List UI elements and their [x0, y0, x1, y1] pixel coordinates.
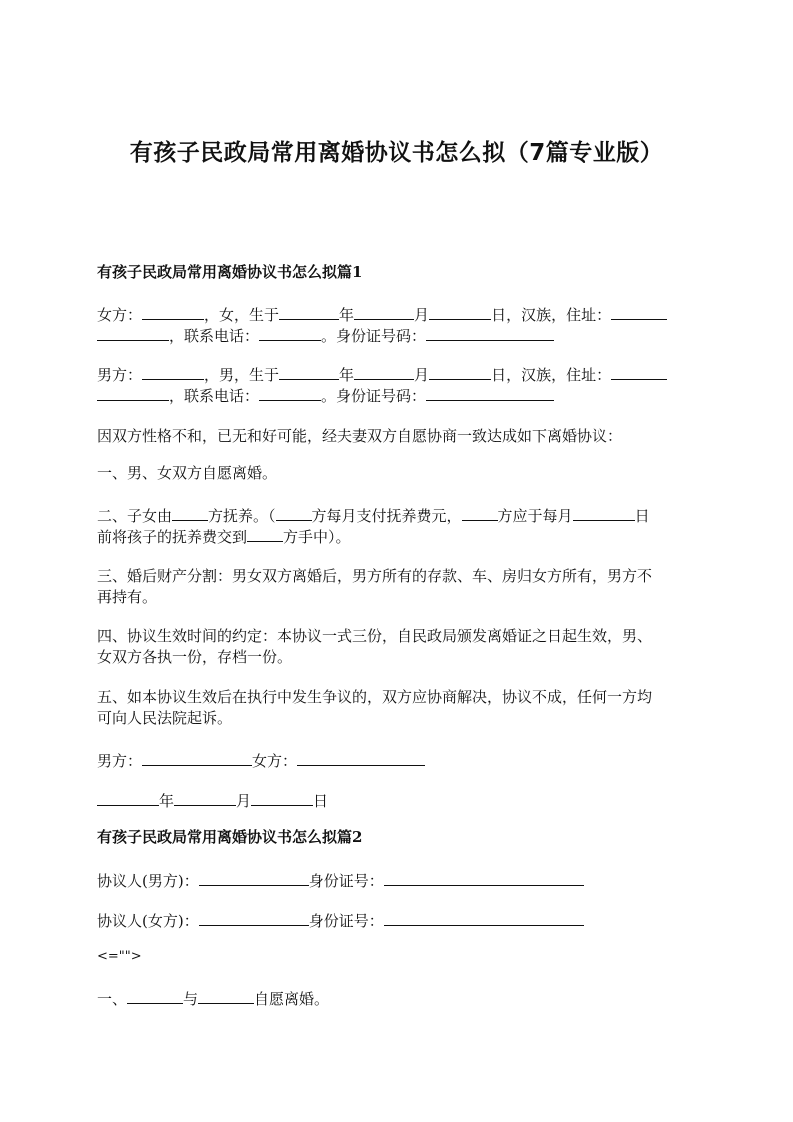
- male-phone-blank[interactable]: [259, 385, 321, 401]
- male-label: 男方：: [97, 366, 143, 384]
- support-payer-blank[interactable]: [276, 505, 312, 521]
- intro-paragraph: 因双方性格不和，已无和好可能，经夫妻双方自愿协商一致达成如下离婚协议：: [97, 427, 623, 445]
- party-female-name-blank[interactable]: [199, 910, 309, 926]
- stray-markup-text: <="">: [97, 949, 142, 964]
- clause-2-text-a: 二、子女由: [97, 507, 173, 525]
- s2-clause-1-text-b: 与: [183, 990, 199, 1008]
- male-birth-year-blank[interactable]: [279, 364, 339, 380]
- payment-day-blank[interactable]: [573, 505, 635, 521]
- male-id-blank[interactable]: [426, 385, 554, 401]
- section-2-heading: 有孩子民政局常用离婚协议书怎么拟篇2: [97, 828, 363, 846]
- male-year-text: 年: [339, 366, 355, 384]
- s2-party-a-blank[interactable]: [127, 988, 183, 1004]
- female-info-line-1: [97, 304, 667, 324]
- clause-2-text-d: 方应于每月: [497, 507, 573, 525]
- clause-2-text-e: 日: [634, 507, 650, 525]
- female-phone-blank[interactable]: [259, 325, 321, 341]
- clause-2-line-2: [97, 526, 351, 546]
- party-male-id-blank[interactable]: [384, 870, 584, 886]
- male-info-line-1: [97, 364, 667, 384]
- party-female-line: [97, 910, 584, 930]
- female-id-text: 。身份证号码：: [321, 327, 427, 345]
- male-gender-text: ，男，生于: [204, 366, 280, 384]
- female-address-blank[interactable]: [611, 304, 667, 320]
- date-month-blank[interactable]: [174, 790, 236, 806]
- date-line: [97, 790, 328, 810]
- s2-clause-1-text-c: 自愿离婚。: [254, 990, 330, 1008]
- female-birth-day-blank[interactable]: [429, 304, 491, 320]
- female-gender-text: ，女，生于: [204, 306, 280, 324]
- clause-4-line-2: 女双方各执一份，存档一份。: [97, 648, 293, 666]
- s2-party-b-blank[interactable]: [198, 988, 254, 1004]
- party-male-id-label: 身份证号：: [308, 872, 384, 890]
- recipient-party-blank[interactable]: [247, 526, 283, 542]
- female-info-line-2: [97, 325, 554, 345]
- clause-2-text-f: 前将孩子的抚养费交到: [97, 528, 248, 546]
- male-birth-day-blank[interactable]: [429, 364, 491, 380]
- clause-2-text-b: 方抚养。（: [208, 507, 276, 525]
- male-month-text: 月: [414, 366, 430, 384]
- male-address-text: 日，汉族，住址：: [491, 366, 612, 384]
- male-sign-label: 男方：: [97, 752, 143, 770]
- female-address-blank-cont[interactable]: [97, 325, 169, 341]
- female-sign-label: 女方：: [252, 752, 298, 770]
- clause-5-line-1: 五、如本协议生效后在执行中发生争议的，双方应协商解决，协议不成，任何一方均: [97, 688, 653, 706]
- page-title: 有孩子民政局常用离婚协议书怎么拟（7篇专业版）: [129, 140, 664, 166]
- male-id-text: 。身份证号码：: [321, 387, 427, 405]
- female-month-text: 月: [414, 306, 430, 324]
- date-day-blank[interactable]: [251, 790, 313, 806]
- clause-4-line-1: 四、协议生效时间的约定：本协议一式三份，自民政局颁发离婚证之日起生效，男、: [97, 627, 653, 645]
- date-year-blank[interactable]: [97, 790, 159, 806]
- male-address-blank-cont[interactable]: [97, 385, 169, 401]
- male-phone-text: ，联系电话：: [169, 387, 260, 405]
- female-signature-blank[interactable]: [297, 750, 425, 766]
- female-birth-year-blank[interactable]: [279, 304, 339, 320]
- date-month-text: 月: [236, 792, 252, 810]
- male-info-line-2: [97, 385, 554, 405]
- payment-party-blank[interactable]: [462, 505, 498, 521]
- male-address-blank[interactable]: [611, 364, 667, 380]
- clause-5-line-2: 可向人民法院起诉。: [97, 709, 233, 727]
- male-signature-blank[interactable]: [142, 750, 252, 766]
- custody-party-blank[interactable]: [172, 505, 208, 521]
- female-year-text: 年: [339, 306, 355, 324]
- female-phone-text: ，联系电话：: [169, 327, 260, 345]
- clause-3-line-1: 三、婚后财产分割：男女双方离婚后，男方所有的存款、车、房归女方所有，男方不: [97, 567, 653, 585]
- male-name-blank[interactable]: [142, 364, 204, 380]
- clause-3-line-2: 再持有。: [97, 588, 158, 606]
- clause-2-text-c: 方每月支付抚养费元，: [311, 507, 462, 525]
- clause-1: 一、男、女双方自愿离婚。: [97, 464, 278, 482]
- clause-2-text-g: 方手中）。: [283, 528, 351, 546]
- male-birth-month-blank[interactable]: [354, 364, 414, 380]
- female-address-text: 日，汉族，住址：: [491, 306, 612, 324]
- female-birth-month-blank[interactable]: [354, 304, 414, 320]
- party-female-id-blank[interactable]: [384, 910, 584, 926]
- female-id-blank[interactable]: [426, 325, 554, 341]
- female-label: 女方：: [97, 306, 143, 324]
- party-male-name-blank[interactable]: [199, 870, 309, 886]
- section-2-clause-1: [97, 988, 329, 1008]
- signature-line: [97, 750, 425, 770]
- female-name-blank[interactable]: [142, 304, 204, 320]
- party-male-line: [97, 870, 584, 890]
- clause-2-line-1: [97, 505, 650, 525]
- date-day-text: 日: [313, 792, 329, 810]
- party-male-label: 协议人(男方)：: [97, 872, 199, 890]
- section-1-heading: 有孩子民政局常用离婚协议书怎么拟篇1: [97, 263, 363, 281]
- date-year-text: 年: [159, 792, 175, 810]
- s2-clause-1-text-a: 一、: [97, 990, 128, 1008]
- party-female-id-label: 身份证号：: [308, 912, 384, 930]
- party-female-label: 协议人(女方)：: [97, 912, 199, 930]
